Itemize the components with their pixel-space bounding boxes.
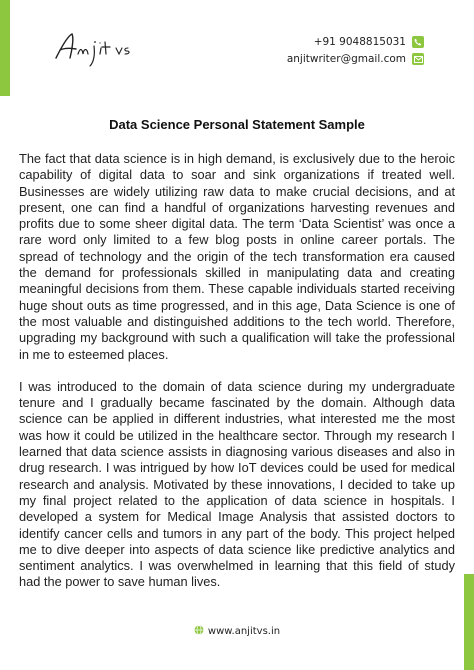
phone-number: +91 9048815031 (313, 36, 406, 48)
phone-icon (412, 36, 424, 48)
contact-block (287, 34, 424, 68)
paragraph: I was introduced to the domain of data science during my undergraduate tenure and I gradually became fascinated by the domain. Although data science can be applied in different industries, what interested me the most was how it could be utilized in the healthcare sector. Through my research I learned that data science assists in diagnosing various diseases and also in drug research. I was intrigued by how IoT devices could be used for medical research and analysis. Motivated by these innovations, I decided to take up my final project related to the application of data science in hospitals. I developed a system for Medical Image Analysis that assisted doctors to identify cancer cells and tumors in any part of the body. This project helped me to dive deeper into aspects of data science like predictive analytics and sentiment analytics. I was overwhelmed in learning that this field of study had the power to save human lives. (19, 378, 455, 590)
email-icon (412, 53, 424, 65)
signature-logo (50, 28, 140, 68)
globe-icon (194, 625, 204, 635)
statement-body (19, 151, 455, 607)
accent-bar-top (0, 0, 10, 96)
footer (0, 625, 474, 637)
paragraph: The fact that data science is in high demand, is exclusively due to the heroic capability of digital data to soar and sink organizations if treated well. Businesses are widely utilizing raw data to make crucial decisions, and at present, one can find a handful of organizations harvesting revenues and profits due to some sheer digital data. The term ‘Data Scientist’ was once a rare word only limited to a few blog posts in online career portals. The spread of technology and the origin of the tech transformation era caused the demand for professionals skilled in manipulating data and creating meaningful decisions from them. These capable individuals started receiving huge shout outs as time progressed, and in this age, Data Science is one of the most valuable and distinguished additions to the tech world. Therefore, upgrading my background with such a qualification will take the professional in me to esteemed places. (19, 151, 455, 362)
document-title: Data Science Personal Statement Sample (109, 117, 365, 132)
accent-bar-bottom (464, 574, 474, 670)
phone-row (287, 34, 424, 50)
website-link[interactable]: www.anjitvs.in (207, 626, 281, 637)
email-address: anjitwriter@gmail.com (286, 53, 406, 65)
email-row (287, 51, 424, 67)
